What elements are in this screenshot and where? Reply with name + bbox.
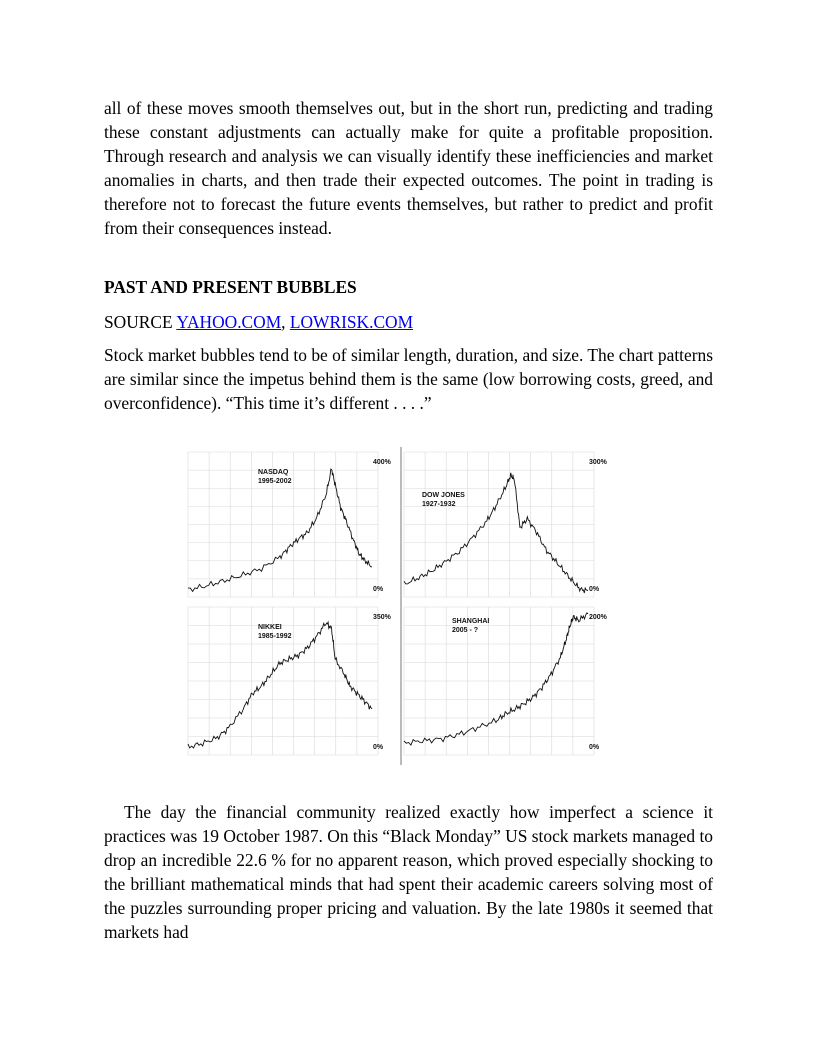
series-line-2 [188, 622, 372, 748]
source-separator: , [281, 312, 290, 332]
ytick-top-1: 300% [589, 459, 607, 466]
ytick-bottom-2: 0% [373, 744, 384, 751]
chart-panel-3 [404, 607, 608, 755]
yahoo-link[interactable]: YAHOO.COM [176, 312, 282, 332]
ytick-bottom-3: 0% [589, 744, 600, 751]
lowrisk-link[interactable]: LOWRISK.COM [289, 312, 414, 332]
ytick-top-3: 200% [589, 614, 607, 621]
source-line [104, 310, 413, 334]
ytick-top-2: 350% [373, 614, 391, 621]
chart-subtitle-2: 1985-1992 [258, 633, 292, 640]
ytick-bottom-1: 0% [589, 586, 600, 593]
series-line-1 [404, 473, 588, 593]
chart-subtitle-3: 2005 - ? [452, 627, 479, 634]
series-line-0 [188, 469, 372, 591]
chart-subtitle-0: 1995-2002 [258, 478, 292, 485]
ytick-bottom-0: 0% [373, 586, 384, 593]
chart-title-3: SHANGHAI [452, 618, 490, 625]
chart-panel-1 [404, 452, 608, 597]
source-prefix: SOURCE [104, 312, 177, 332]
ytick-top-0: 400% [373, 459, 391, 466]
chart-title-0: NASDAQ [258, 469, 289, 476]
chart-panel-0 [188, 452, 392, 597]
bubbles-charts-svg [186, 447, 616, 765]
body-paragraph-1: all of these moves smooth themselves out, but in the short run, predicting and trading these constant adjustments can actually make for quite a profitable proposition. Through research and analysis we can visually identify these inefficiencies and market anomalies in charts, and then trade their expected outcomes. The point in trading is therefore not to forecast the future events themselves, but rather to predict and profit from their consequences instead. [104, 98, 713, 238]
body-paragraph-2: Stock market bubbles tend to be of similar length, duration, and size. The chart patterns are similar since the impetus behind them is the same (low borrowing costs, greed, and overconfidence). “This time it’s different . . . .” [104, 345, 713, 413]
chart-subtitle-1: 1927-1932 [422, 501, 456, 508]
bubbles-figure [186, 447, 616, 765]
section-heading: PAST AND PRESENT BUBBLES [104, 277, 357, 297]
chart-title-2: NIKKEI [258, 624, 282, 631]
body-paragraph-3: The day the financial community realized exactly how imperfect a science it practices was 19 October 1987. On this “Black Monday” US stock markets managed to drop an incredible 22.6 % for no apparent reason, which proved especially shocking to the brilliant mathematical minds that had spent their academic careers solving most of the puzzles surrounding proper pricing and valuation. By the late 1980s it seemed that markets had [104, 802, 713, 942]
series-line-3 [404, 613, 588, 745]
chart-panel-2 [188, 607, 392, 755]
chart-title-1: DOW JONES [422, 492, 465, 499]
